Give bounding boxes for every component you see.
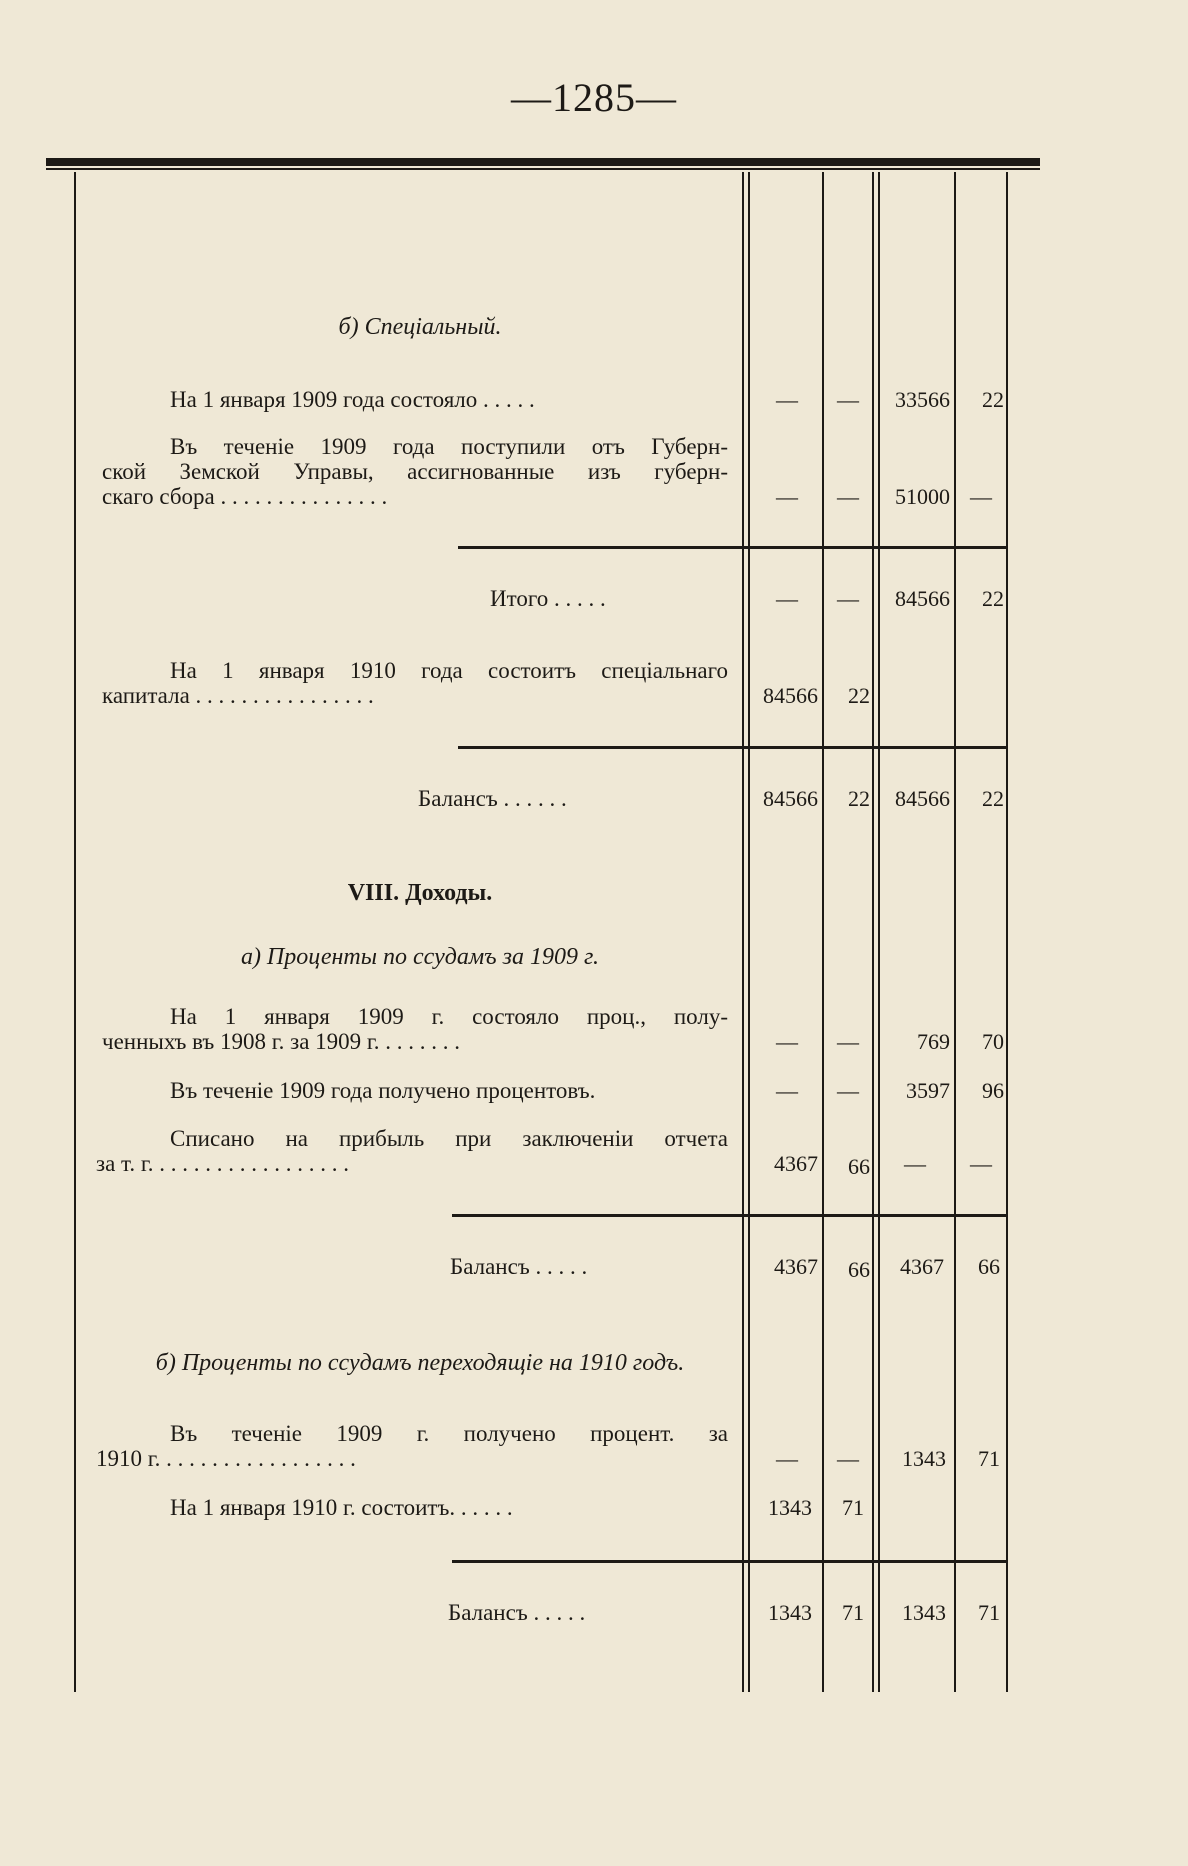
cell-kopeks-2: 22: [982, 586, 1004, 611]
cell-amount-2: 3597: [906, 1078, 950, 1103]
cell-kopeks-1: 22: [848, 683, 870, 708]
top-rule: [46, 158, 1040, 166]
top-rule-thin: [46, 168, 1040, 170]
row-description: Въ теченіе 1909 г. получено процент. за 1910 г. . . . . . . . . . . . . . . . . .: [96, 1421, 728, 1471]
row-description-balance: Балансъ . . . . .: [450, 1254, 588, 1279]
row-description-balance: Балансъ . . . . . .: [418, 786, 567, 811]
section-title-special: б) Спеціальный.: [338, 314, 502, 340]
cell-amount-1: —: [776, 586, 798, 611]
cell-kopeks-1: —: [837, 484, 859, 509]
total-rule: [452, 1214, 1006, 1217]
column-rule-kopeks-1: [822, 172, 824, 1692]
row-description-total: Итого . . . . .: [490, 586, 606, 611]
row-description: Въ теченіе 1909 года получено процентовъ.: [170, 1078, 596, 1103]
cell-amount-1: 1343: [768, 1495, 812, 1520]
cell-kopeks-1: 66: [848, 1257, 870, 1282]
row-description: Списано на прибыль при заключеніи отчета за т. г. . . . . . . . . . . . . . . . . .: [96, 1126, 728, 1176]
section-title-income: VIII. Доходы.: [347, 880, 493, 906]
cell-amount-1: —: [776, 1078, 798, 1103]
cell-amount-2: 769: [917, 1029, 950, 1054]
total-rule: [458, 746, 1006, 749]
cell-amount-2: 1343: [902, 1600, 946, 1625]
cell-kopeks-1: 71: [842, 1495, 864, 1520]
row-description-balance: Балансъ . . . . .: [448, 1600, 586, 1625]
cell-amount-2: 51000: [895, 484, 950, 509]
cell-amount-2: 84566: [895, 786, 950, 811]
cell-amount-1: 4367: [774, 1151, 818, 1176]
column-rule-amount-2: [872, 172, 874, 1692]
column-rule-amount-start: [748, 172, 750, 1692]
cell-amount-2: —: [904, 1151, 926, 1176]
cell-kopeks-2: 22: [982, 786, 1004, 811]
cell-kopeks-2: 66: [978, 1254, 1000, 1279]
cell-kopeks-1: —: [837, 1078, 859, 1103]
column-rule-kopeks-2: [954, 172, 956, 1692]
cell-kopeks-2: 71: [978, 1446, 1000, 1471]
cell-amount-1: 84566: [763, 683, 818, 708]
cell-kopeks-1: 22: [848, 786, 870, 811]
cell-kopeks-1: —: [837, 387, 859, 412]
total-rule: [458, 546, 1006, 549]
cell-amount-2: 33566: [895, 387, 950, 412]
row-description: На 1 января 1909 года состояло . . . . .: [170, 387, 535, 412]
row-description: Въ теченіе 1909 года поступили отъ Губерн- ской Земской Управы, ассигнованные изъ губерн- скаго сбора . . . . . . . . . . . . . . .: [102, 434, 728, 509]
section-title-interest-a: а) Проценты по ссудамъ за 1909 г.: [240, 944, 600, 970]
cell-amount-1: 4367: [774, 1254, 818, 1279]
cell-kopeks-2: 71: [978, 1600, 1000, 1625]
cell-amount-2: 4367: [900, 1254, 944, 1279]
cell-amount-1: —: [776, 1029, 798, 1054]
cell-kopeks-2: —: [970, 484, 992, 509]
left-border: [74, 172, 76, 1692]
cell-amount-1: 84566: [763, 786, 818, 811]
cell-kopeks-1: —: [837, 1446, 859, 1471]
right-border: [1006, 172, 1008, 1692]
cell-kopeks-1: 66: [848, 1154, 870, 1179]
cell-kopeks-2: 70: [982, 1029, 1004, 1054]
row-description: На 1 января 1910 г. состоитъ. . . . . .: [170, 1495, 513, 1520]
cell-kopeks-1: 71: [842, 1600, 864, 1625]
page-number: —1285—: [511, 75, 677, 120]
cell-amount-1: —: [776, 1446, 798, 1471]
row-description: На 1 января 1909 г. состояло проц., полу- ченныхъ въ 1908 г. за 1909 г. . . . . . . .: [102, 1004, 728, 1054]
column-rule-amount-start: [742, 172, 744, 1692]
cell-amount-1: 1343: [768, 1600, 812, 1625]
total-rule: [452, 1560, 1006, 1563]
cell-amount-1: —: [776, 387, 798, 412]
cell-amount-2: 84566: [895, 586, 950, 611]
cell-kopeks-1: —: [837, 586, 859, 611]
row-description: На 1 января 1910 года состоитъ спеціальнаго капитала . . . . . . . . . . . . . . . .: [102, 658, 728, 708]
cell-amount-2: 1343: [902, 1446, 946, 1471]
cell-amount-1: —: [776, 484, 798, 509]
section-title-interest-b: б) Проценты по ссудамъ переходящіе на 1910 годъ.: [155, 1350, 685, 1376]
cell-kopeks-2: 22: [982, 387, 1004, 412]
cell-kopeks-1: —: [837, 1029, 859, 1054]
cell-kopeks-2: —: [970, 1151, 992, 1176]
cell-kopeks-2: 96: [982, 1078, 1004, 1103]
